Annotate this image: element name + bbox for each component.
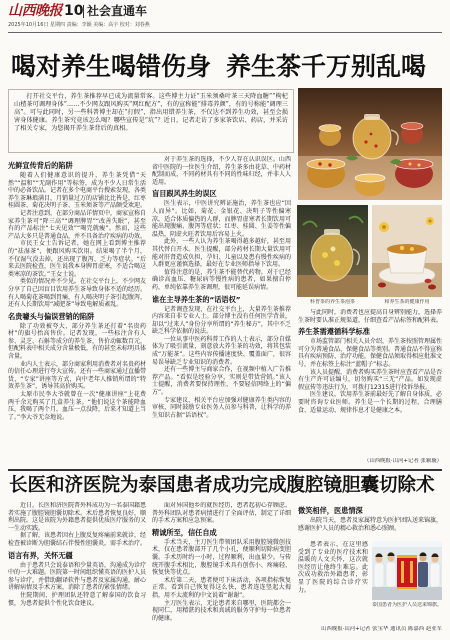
subheading: 名贵噱头与偏误营销的陷阱 [8,311,95,321]
article1-lead: 打开社交平台，养生茶推荐早已成为流量常客。这些博主力证“玉米须桑叶茶三天降血糖”“枸杞山楂茶可调理身体”……不少网友跟风购买“网红配方”，有的宣称能“排毒养颜”，有的号称能“调理三高”。可与此同时，另一些科普博主却在“打假”，指出用错养生茶，不仅达不到养生功效，甚至会损害身体健康。养生茶究竟该怎么喝？哪些宣传是“坑”？近日，记者走访了多家茶饮店、药店，并采访了相关专家，为您揭开养生茶背后的真相。 [8,89,294,153]
paragraph: 记者注意到，在部分商品详情页中，商家宣称自家养生茶可“降三高”“调理脾胃”“改善失眠”，甚至有的产品标注“七天见效”“喝完就瘦”。然而，这些产品大多只是普通食品，并不具备治疗疾病的功效。 [8,209,146,240]
article1-headline-part1: 喝对养生喝错伤身 [11,52,212,81]
teapot-illustration [297,205,368,297]
banner-presentation-illustration [372,541,442,600]
subheading: 微笑相伴，医患情深 [298,506,363,515]
paragraph: 主刀医生表示，无论患者来自哪里，医院都会一视同仁，用精湛的技术和真诚的服务守护每一位患者的健康。 [152,599,291,622]
paragraph: 专家建议，相关平台应加强对健康养生类内容的审核，同时鼓励专业医务人员参与科普，让科学的养生知识占据“话语权”。 [152,396,291,419]
tea-cups-photo [298,88,442,200]
paragraph: 市场监管部门相关人员介绍，养生茶按照管理属性可分为普通食品、保健食品等类别。普通食品不得宣称具有疾病预防、治疗功能，保健食品须取得相应批准文号，并在标签上标注“蓝帽子”标志。 [298,338,442,368]
section-title: 社会直通车 [87,4,148,18]
person [386,552,396,587]
tea-cup [307,159,345,188]
paragraph: 患者表示，在这里感受到了专业的医疗技术和温暖的人文关怀，这次就医经历让他终生难忘。此次成功救治外籍患者，彰显了医院的综合诊疗实力。 [298,541,368,594]
paragraph: 还有一些博主与商家合作，在视频中植入广告推荐产品。“看似是经验分享，实则是带货营销。”该人士提醒，消费者要保持理性，不要轻信网络上的“偏方”。 [152,366,291,397]
dateline: 2025年10月16日 星期四 责编：李颖 美编：高宇 校对：刘春燕 [8,22,150,28]
person [418,552,428,587]
subheading: 光鲜宣传背后的陷阱 [8,161,73,170]
article1-headline-part2: 养生茶千万别乱喝 [226,52,427,81]
header-divider [83,5,84,18]
paragraph: 类似的情况并不少见。在社交平台上，不少网友分享了自己因盲目饮用养生茶导致身体不适的经历。有人喝菊花茶喝到胃痛，有人喝决明子茶引起腹泻，还有人长期饮用“减肥茶”导致电解质紊乱。 [8,278,146,309]
teapot-photo [297,205,368,297]
paragraph: 该人员提醒，消费者购买养生茶时应查看产品是否有生产许可证编号，切勿购买“三无”产品。如发现虚假宣传等违法行为，可拨打12315进行投诉举报。 [298,368,442,391]
paragraph: 医生建议，饮用养生茶前最好先了解自身体质，必要时咨询专业医师。养生是一个长期的过程，合理膳食、适量运动、规律作息才是健康之本。 [298,391,442,414]
paragraph: 随着人们健康意识的提升，养生茶凭借“天然”“温和”“无副作用”等标签，成为不少人日常生活中的必备饮品。记者在多个电商平台搜索发现，各类养生茶琳琅满目，月销量过万的店铺比比皆是，红枣桂圆茶、菊花决明子茶、玉米须茶等产品颇受欢迎。 [8,172,146,210]
paragraph: 此外，一些人认为养生茶喝得越多越好，甚至用其代替白开水。医生提醒，部分药材长期大量饮用可能对肝肾造成负担，孕妇、儿童以及患有慢性疾病的人群更应谨慎选择，最好在专业医师指导下饮用。 [152,238,291,269]
tea-cups-illustration [298,88,442,200]
paragraph: 与此同时，消费者也应提高自身辨别能力，选择养生茶时要认准正规渠道，仔细查看产品标签和配料表。 [298,309,442,324]
tea-cup [355,174,385,196]
article2-headline: 长医和济医院为泰国患者成功完成腹腔镜胆囊切除术 [9,475,435,496]
paragraph: 术后第二天，患者便可下床活动，各项指标恢复正常。看到自己恢复得这么快，患者连连竖起大拇指，用不太流利的中文说着“谢谢”。 [152,576,291,599]
photo-caption: 科普茶的养生茶泡茶 [309,299,355,305]
paragraph: 市民王女士告诉记者，她在网上看到博主推荐的“祛湿茶”，便跟风购买饮用。结果喝了半个月，不仅湿气没去掉，还出现了腹泻、乏力等症状。“后来去医院检查，医生说我本身脾胃虚寒，不适合喝这类寒凉的茶饮。”王女士说。 [8,240,146,278]
herbal-tea-illustration [372,205,442,297]
subheading: 语言有界，关怀无疆 [8,550,73,560]
paragraph: 出院当天，患者及家属特意为医护团队送来锦旗，感谢医护人员的精心救治和悉心照顾。 [298,517,442,532]
tea-cup [401,123,423,145]
article1-middle-column [152,156,291,466]
page-number: 10 [64,3,84,19]
subheading: 谁在主导养生茶的“话语权” [152,294,241,304]
tea-cup [319,125,341,147]
paragraph: 手术当天，主刀医生带领团队采用腹腔镜微创技术，仅在患者腹部开了几个小孔，便顺利切除病变胆囊。手术历时约一小时，过程顺利，出血量少。与传统开腹手术相比，腹腔镜手术具有创伤小、疼痛轻、恢复快等优点。 [152,538,291,577]
newspaper-logo: 山西晚报 [8,3,62,19]
paragraph: 值得注意的是，养生茶不能替代药物。对于已经确诊高血压、糖尿病等慢性病的患者，如果擅自停药，单纯依靠养生茶调理，很可能延误病情。 [152,268,291,291]
paragraph: 由于患者只会说泰语和少量英语，沟通成为诊疗中的一大难题。医院第一时间组织懂英语的医护人员参与诊疗，并借助翻译软件与患者及家属沟通，耐心讲解病情及手术方案，消除了患者的紧张情绪。 [8,561,146,592]
article2-left-column [8,502,146,637]
paragraph: 除了功效被夸大，部分养生茶还打着“名贵药材”的旗号抬高售价。记者发现，一些标注含有人参、灵芝、石斛等成分的养生茶，售价动辄数百元，但配料表中相关成分含量极低，有的甚至未标明具体含量。 [8,322,146,361]
article1-right-column [298,309,442,456]
paragraph: 面对异国他乡的就医经历，患者起初心存顾虑。普外科团队对患者病情进行了全面评估，制定了详细的手术方案和应急预案。 [152,502,291,525]
paragraph: 对于养生茶的选择，不少人存在认识误区。山西省中医院的一位医生介绍，养生茶多由花草、中药材配制而成，不同药材具有不同的性味归经，并非人人适用。 [152,156,291,186]
herbal-tea-photo [372,205,442,297]
article2-right-column-side [298,541,368,621]
subheading: 养生茶需遵循科学标准 [298,327,370,337]
paragraph: 业内人士表示，部分商家利用消费者对名贵药材的信任心理进行夸大宣传。还有一些商家通过直播带货、“专家”讲座等方式，向中老年人推销所谓的“特效养生茶”，诱导其高价购买。 [8,360,146,391]
header-rule [8,32,442,33]
paragraph: 医生表示，中医讲究辨证施治，养生茶也应“因人而异”。比如，菊花、金银花、决明子等性偏寒凉，适合体质偏热的人群，而脾胃虚寒者长期饮用可能出现腹痛、腹泻等症状；红枣、桂圆、生姜等性偏温热，阴虚火旺者饮用后容易上火。 [152,200,291,238]
article2-middle-column [152,502,291,637]
article1-byline: （山西晚报·山河+记者 张颖璇） [363,458,442,464]
red-banner [397,555,417,589]
person [374,553,384,587]
subheading: 盲目跟风养生的误区 [152,189,217,199]
paragraph: 近日，长医和济医院普外科成功为一名泰国籍患者实施了腹腔镜胆囊切除术。术后患者恢复良好，顺利出院。这是该院为外籍患者提供优质医疗服务的又一生动实践。 [8,502,146,532]
article-separator [8,469,442,471]
paragraph: 一位从事中医药科普工作的人士表示，部分自媒体为了吸引流量，刻意放大养生茶的功效，将其包装成“万能茶”。这些内容传播速度快、覆盖面广，很容易误导缺乏专业知识的消费者。 [152,335,291,366]
photo-caption: 和养生茶的健康作用 [384,299,430,305]
tea-cup [395,159,433,188]
article2-right-column-top [298,503,442,539]
banner-presentation-photo [372,541,442,600]
article1-left-column [8,158,146,466]
photo-caption: 泰国患者为医护人员送来锦旗。 [372,602,442,608]
person [430,553,440,587]
paragraph: 据了解，该患者因右上腹反复疼痛前来就诊，经检查被诊断为胆囊结石伴慢性胆囊炎，需手术治疗。 [8,532,146,547]
paragraph: 住院期间，护理团队还特意了解泰国的饮食习惯，为患者提供个性化饮食建议。 [8,591,146,607]
subheading: 精诚所至，信任自成 [152,527,217,537]
paragraph: 太原市民李大爷就曾在一次“健康讲座”上花费两千余元购买了几盒养生茶。“他们说这个茶能降血压，我喝了两个月，血压一点没降，后来才知道上当了。”李大爷无奈地说。 [8,391,146,421]
article2-byline: 山西晚报·山河+记者 张宝华 通讯员 陈嘉西 赵亚军 [321,626,442,632]
paragraph: 记者调查发现，在社交平台上，大量养生茶推荐内容来自非专业人士。部分博主没有任何医学背景，却以“过来人”身份分享所谓的“养生秘方”，其中不乏缺乏科学依据的说法。 [152,305,291,336]
